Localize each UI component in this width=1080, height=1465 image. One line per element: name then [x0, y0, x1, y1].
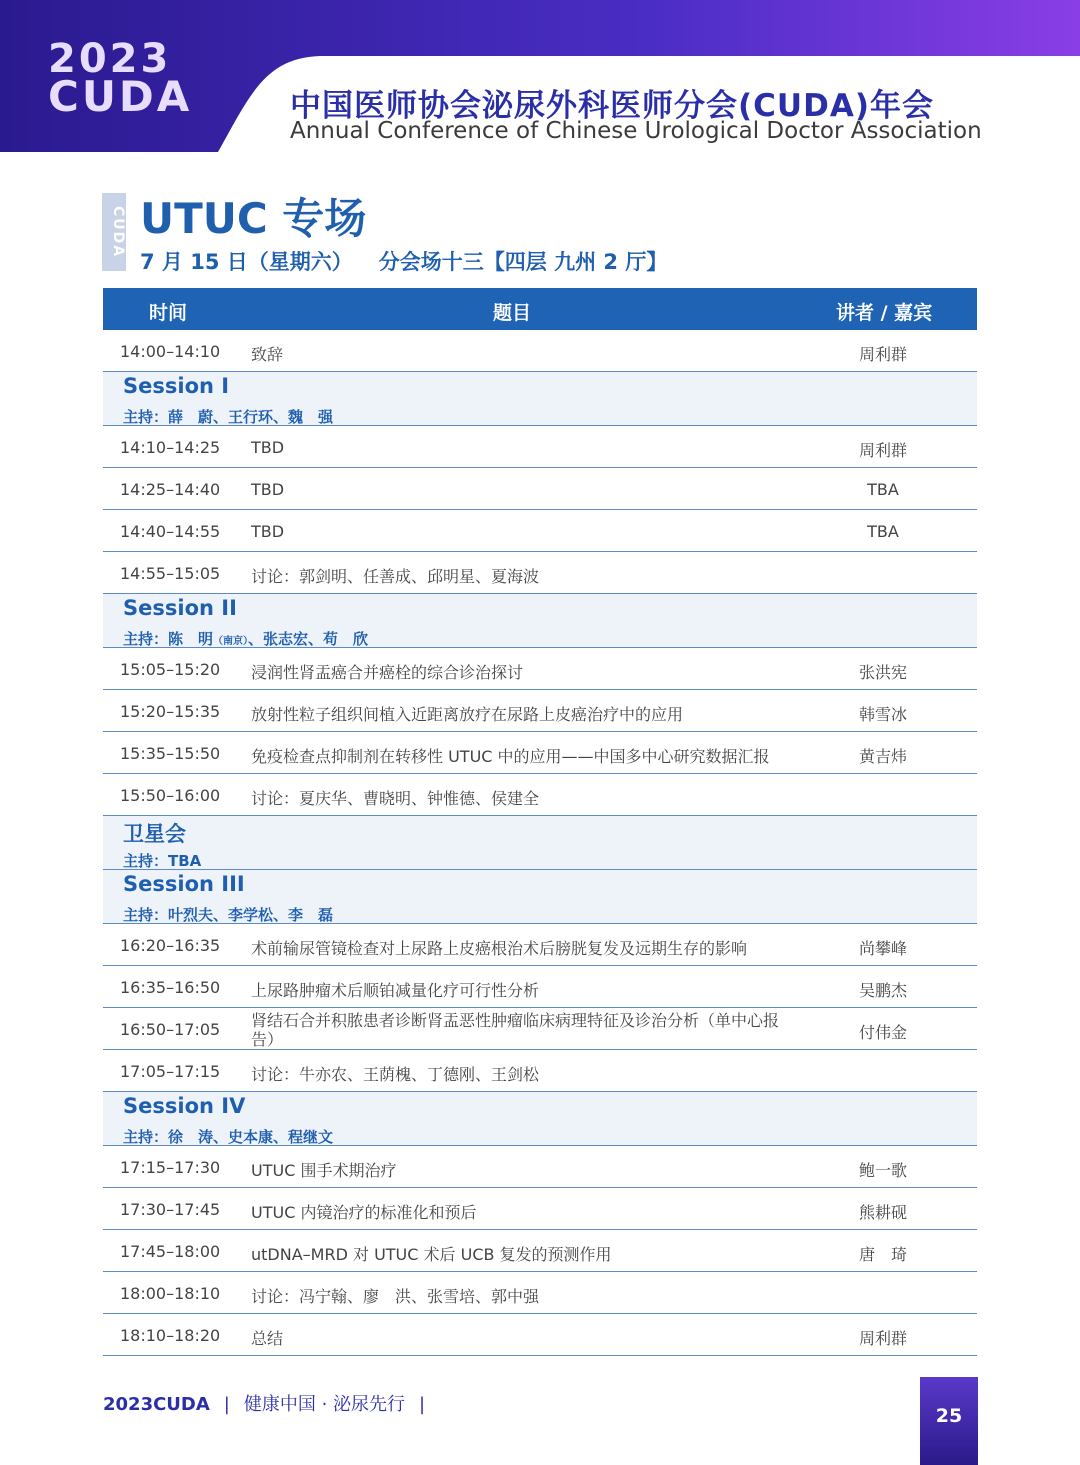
header-speaker: 讲者 / 嘉宾	[836, 302, 933, 324]
table-row: 16:20–16:35 术前输尿管镜检查对上尿路上皮癌根治术后膀胱复发及远期生存的影响 尚攀峰	[103, 924, 977, 966]
table-row: 16:35–16:50 上尿路肿瘤术后顺铂减量化疗可行性分析 吴鹏杰	[103, 966, 977, 1008]
organization-name-en: Annual Conference of Chinese Urological Doctor Association	[290, 118, 982, 144]
header-time: 时间	[149, 302, 188, 324]
table-row: 14:10–14:25 TBD 周利群	[103, 426, 977, 468]
table-row: 15:50–16:00 讨论：夏庆华、曹晓明、钟惟德、侯建全	[103, 774, 977, 816]
cuda-logo: 2023 CUDA	[48, 36, 193, 121]
table-row: 14:00–14:10 致辞 周利群	[103, 330, 977, 372]
page-number-box	[920, 1377, 978, 1465]
footer-divider: |	[419, 1394, 426, 1415]
table-row: 15:05–15:20 浸润性肾盂癌合并癌栓的综合诊治探讨 张洪宪	[103, 648, 977, 690]
header-topic: 题目	[493, 302, 532, 324]
session-header: Session II 主持：陈 明（南京）、张志宏、苟 欣	[103, 594, 977, 648]
session-header: Session IV 主持：徐 涛、史本康、程继文	[103, 1092, 977, 1146]
page-footer	[103, 1390, 439, 1416]
session-header: 卫星会 主持：TBA	[103, 816, 977, 870]
footer-brand: 2023CUDA	[103, 1394, 210, 1415]
table-row: 14:40–14:55 TBD TBA	[103, 510, 977, 552]
page-title: UTUC 专场	[140, 194, 367, 243]
page-header	[0, 0, 1080, 152]
organization-name-cn: 中国医师协会泌尿外科医师分会(CUDA)年会	[290, 88, 934, 124]
session-date-venue	[140, 246, 667, 276]
session-date: 7 月 15 日（星期六）	[140, 250, 353, 274]
footer-slogan: 健康中国 · 泌尿先行	[243, 1394, 406, 1415]
table-row: 17:30–17:45 UTUC 内镜治疗的标准化和预后 熊耕砚	[103, 1188, 977, 1230]
table-row: 17:15–17:30 UTUC 围手术期治疗 鲍一歌	[103, 1146, 977, 1188]
page-number: 25	[935, 1405, 963, 1427]
table-row: 14:25–14:40 TBD TBA	[103, 468, 977, 510]
table-row: 18:10–18:20 总结 周利群	[103, 1314, 977, 1356]
session-header: Session I 主持：薛 蔚、王行环、魏 强	[103, 372, 977, 426]
footer-divider: |	[223, 1394, 230, 1415]
table-row: 16:50–17:05 肾结石合并积脓患者诊断肾盂恶性肿瘤临床病理特征及诊治分析（单中心报告） 付伟金	[103, 1008, 977, 1050]
table-row: 18:00–18:10 讨论：冯宁翰、廖 洪、张雪培、郭中强	[103, 1272, 977, 1314]
table-row: 17:05–17:15 讨论：牛亦农、王荫槐、丁德刚、王剑松	[103, 1050, 977, 1092]
table-row: 15:35–15:50 免疫检查点抑制剂在转移性 UTUC 中的应用——中国多中心研究数据汇报 黄吉炜	[103, 732, 977, 774]
side-watermark: CUDA	[102, 193, 126, 271]
table-header	[103, 288, 977, 330]
schedule-table	[103, 288, 977, 1356]
table-row: 17:45–18:00 utDNA–MRD 对 UTUC 术后 UCB 复发的预测作用 唐 琦	[103, 1230, 977, 1272]
table-row: 14:55–15:05 讨论：郭剑明、任善成、邱明星、夏海波	[103, 552, 977, 594]
session-header: Session III 主持：叶烈夫、李学松、李 磊	[103, 870, 977, 924]
session-venue: 分会场十三【四层 九州 2 厅】	[378, 250, 668, 274]
table-row: 15:20–15:35 放射性粒子组织间植入近距离放疗在尿路上皮癌治疗中的应用 韩雪冰	[103, 690, 977, 732]
